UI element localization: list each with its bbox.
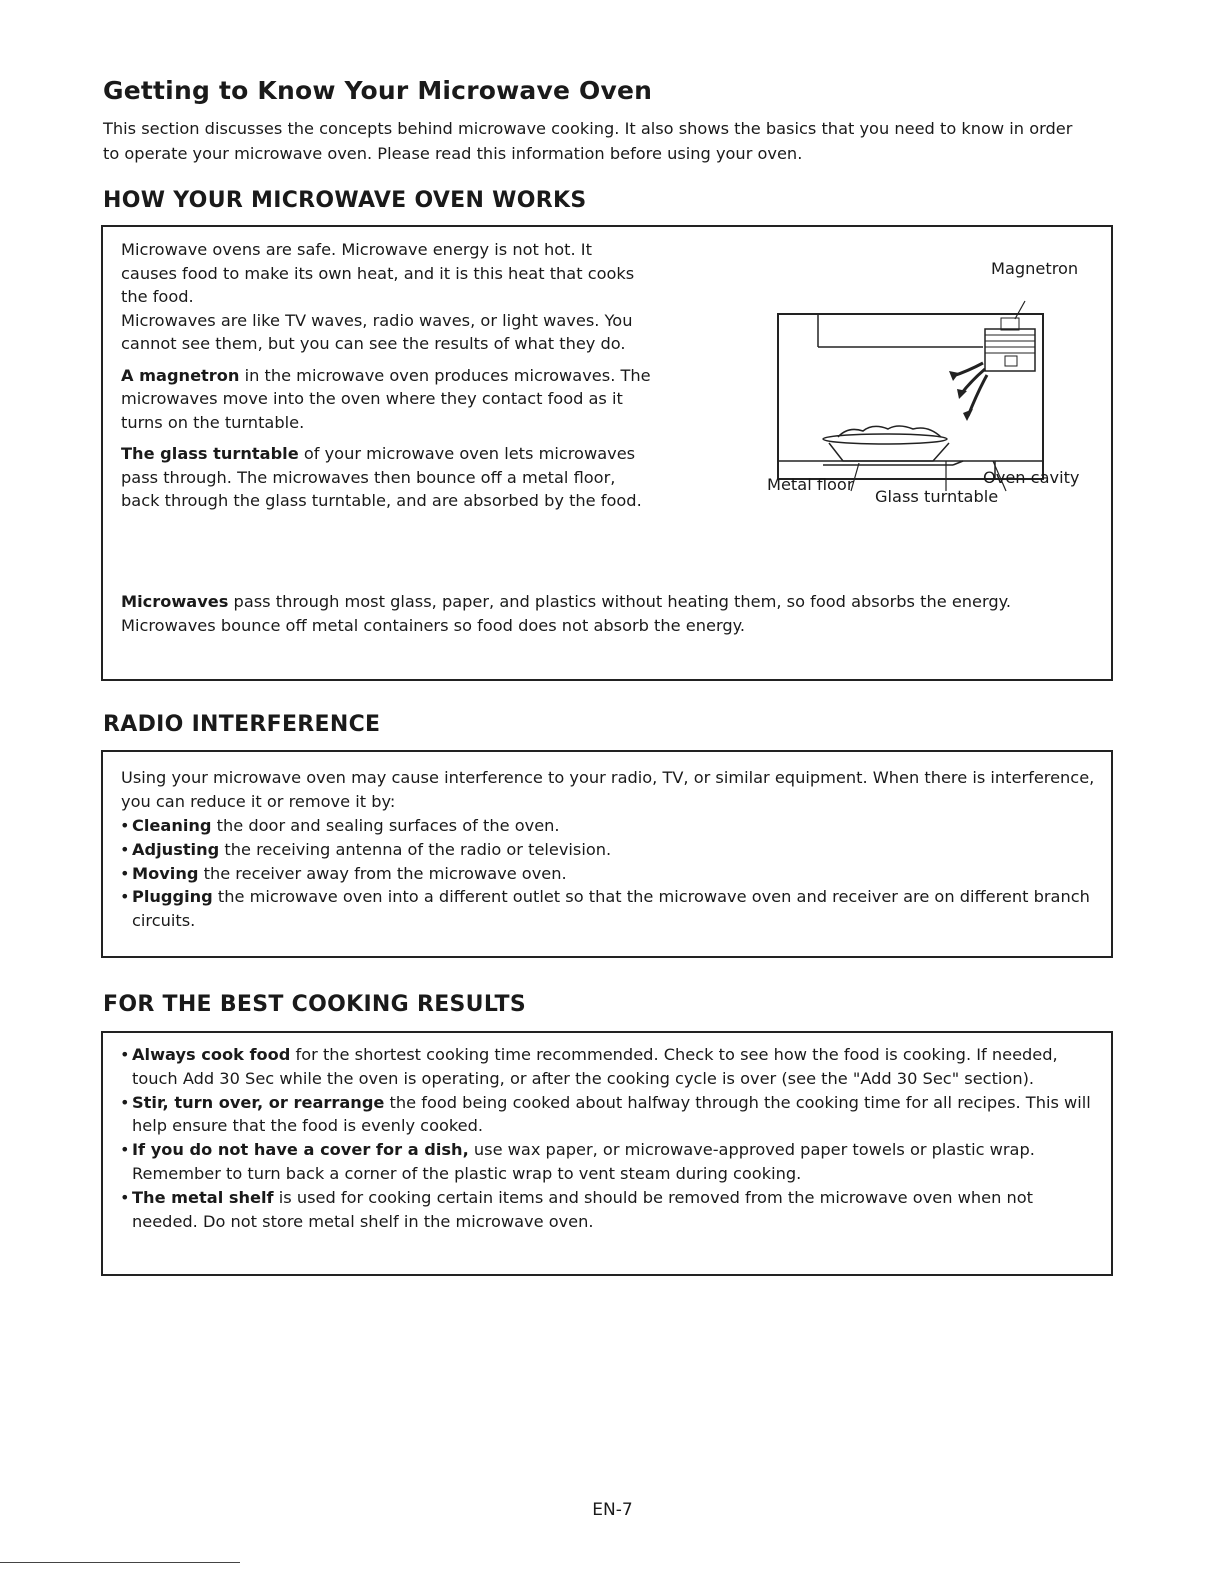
how-heading: HOW YOUR MICROWAVE OVEN WORKS	[103, 188, 587, 213]
label-glass-turntable: Glass turntable	[875, 487, 999, 506]
list-item: • Plugging the microwave oven into a different outlet so that the microwave oven and receiver are on different branch circuits.	[120, 887, 1090, 931]
how-text-column	[121, 238, 651, 513]
list-item: • If you do not have a cover for a dish, use wax paper, or microwave-approved paper towels or plastic wrap. Remember to turn back a corner of the plastic wrap to vent steam during cooking.	[120, 1140, 1035, 1183]
microwaves-term: Microwaves	[121, 592, 229, 611]
list-item: • Cleaning the door and sealing surfaces of the oven.	[120, 816, 560, 835]
list-item: • Stir, turn over, or rearrange the food being cooked about halfway through the cooking time for all recipes. This will help ensure that the food is evenly cooked.	[120, 1092, 1091, 1136]
page-title: Getting to Know Your Microwave Oven	[103, 76, 653, 105]
turntable-desc: of your microwave oven lets microwaves pass through. The microwaves then bounce off a metal floor, back through the glass turntable, and are absorbed by the food.	[121, 444, 642, 510]
bottom-rule	[0, 1562, 240, 1563]
radio-box	[101, 750, 1113, 958]
radio-intro: Using your microwave oven may cause interference to your radio, TV, or similar equipment. When there is interference, you can reduce it or remove it by:	[121, 768, 1095, 811]
page-number: EN-7	[592, 1500, 633, 1520]
label-oven-cavity: Oven cavity	[983, 468, 1080, 487]
best-box	[101, 1031, 1113, 1276]
magnetron-desc: in the microwave oven produces microwaves. The microwaves move into the oven where they contact food as it turns on the turntable.	[121, 365, 651, 432]
how-paragraph-4	[121, 442, 651, 513]
label-metal-floor: Metal floor	[767, 475, 854, 494]
how-paragraph-5-wrap	[121, 590, 1096, 637]
how-box	[101, 225, 1113, 681]
turntable-term: The glass turntable	[121, 444, 299, 463]
microwaves-desc: pass through most glass, paper, and plastics without heating them, so food absorbs the energy. Microwaves bounce off metal containers so food does not absorb the energy.	[121, 592, 1012, 635]
magnetron-term: A magnetron	[121, 365, 240, 385]
radio-intro-wrap	[121, 766, 1096, 813]
list-item: • Always cook food for the shortest cooking time recommended. Check to see how the food is cooking. If needed, touch Add 30 Sec while the oven is operating, or after the cooking cycle is over (see the "Add 30 Sec" section).	[120, 1045, 1058, 1088]
how-paragraph-1: Microwave ovens are safe. Microwave energy is not hot. It causes food to make its own heat, and it is this heat that cooks the food.	[121, 240, 635, 306]
list-item: • The metal shelf is used for cooking certain items and should be removed from the microwave oven when not needed. Do not store metal shelf in the microwave oven.	[120, 1187, 1034, 1231]
label-magnetron: Magnetron	[991, 259, 1079, 278]
how-paragraph-2: Microwaves are like TV waves, radio waves, or light waves. You cannot see them, but you can see the results of what they do.	[121, 310, 633, 353]
best-list	[116, 1043, 1101, 1233]
intro-paragraph: This section discusses the concepts behind microwave cooking. It also shows the basics that you need to know in order to operate your microwave oven. Please read this information before using your oven.	[103, 119, 1073, 163]
best-heading: FOR THE BEST COOKING RESULTS	[103, 992, 526, 1017]
radio-list	[116, 814, 1096, 933]
how-paragraph-3	[121, 364, 651, 435]
radio-heading: RADIO INTERFERENCE	[103, 712, 381, 737]
list-item: • Adjusting the receiving antenna of the radio or television.	[120, 839, 612, 859]
how-paragraph-5	[121, 590, 1096, 637]
oven-diagram	[763, 251, 1103, 511]
list-item: • Moving the receiver away from the microwave oven.	[120, 863, 567, 883]
